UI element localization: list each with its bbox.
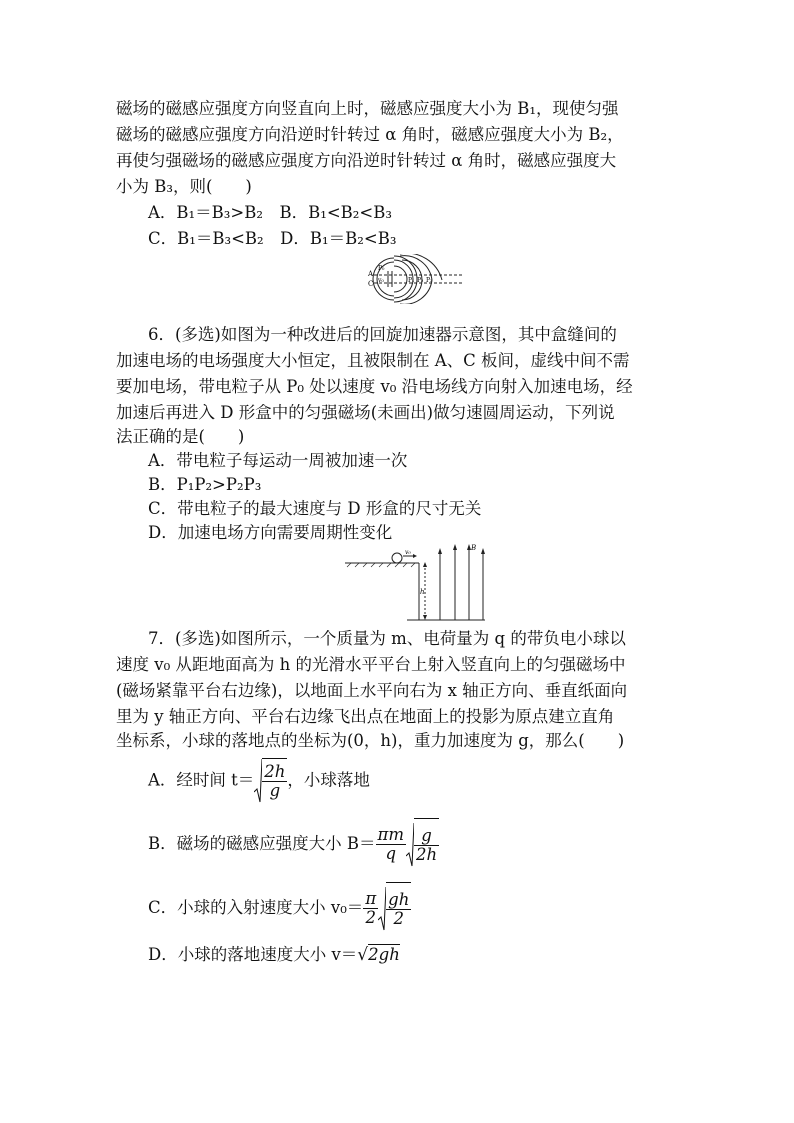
radicand: 2gh xyxy=(368,945,400,964)
q5-line-2: 磁场的磁感应强度方向沿逆时针转过 α 角时，磁感应强度大小为 B₂， xyxy=(116,125,624,144)
q7-line-3: (磁场紧靠平台右边缘)，以地面上水平向右为 x 轴正方向、垂直纸面向 xyxy=(116,681,628,700)
fraction-numerator: 2h xyxy=(264,761,286,781)
q6-line-5: 法正确的是( ) xyxy=(116,427,245,446)
q5-line-1: 磁场的磁感应强度方向竖直向上时，磁感应强度大小为 B₁，现使匀强 xyxy=(116,99,619,118)
q7-option-d xyxy=(148,942,400,968)
q5-options-row-2: C．B₁＝B₃<B₂ D．B₁＝B₂<B₃ xyxy=(148,229,397,248)
q7-option-a xyxy=(148,758,370,804)
q7-option-c-prefix: C．小球的入射速度大小 v₀＝ xyxy=(148,898,364,917)
q5-line-4: 小为 B₃，则( ) xyxy=(116,177,252,196)
platform-figure xyxy=(345,544,490,622)
fraction-numerator: πm xyxy=(377,825,404,844)
fraction-denominator: g xyxy=(269,780,281,800)
fraction-denominator: 2 xyxy=(393,908,405,928)
sqrt-expression xyxy=(406,819,439,871)
q7-line-5: 坐标系，小球的落地点的坐标为(0，h)，重力加速度为 g，那么( ) xyxy=(116,731,625,750)
q7-option-b-prefix: B．磁场的磁感应强度大小 B＝ xyxy=(148,834,376,853)
q7-option-b xyxy=(148,818,439,871)
label-h: h xyxy=(420,588,425,596)
label-p3: P₃ xyxy=(426,277,433,284)
q6-line-2: 加速电场的电场强度大小恒定，且被限制在 A、C 板间，虚线中间不需 xyxy=(116,351,630,370)
sqrt-expression: √ xyxy=(357,945,369,965)
fraction-denominator: q xyxy=(385,844,397,863)
q7-option-c xyxy=(148,882,411,935)
fraction-denominator: 2 xyxy=(365,908,376,927)
label-v0: v₀ xyxy=(405,549,411,556)
fraction-numerator: gh xyxy=(388,889,410,909)
q6-option-a: A．带电粒子每运动一周被加速一次 xyxy=(148,451,408,470)
label-p1: P₁ xyxy=(408,277,415,284)
q6-line-4: 加速后再进入 D 形盒中的匀强磁场(未画出)做匀速圆周运动，下列说 xyxy=(116,403,615,422)
q7-line-2: 速度 v₀ 从距地面高为 h 的光滑水平平台上射入竖直向上的匀强磁场中 xyxy=(116,655,626,674)
q5-line-3: 再使匀强磁场的磁感应强度方向沿逆时针转过 α 角时，磁感应强度大 xyxy=(116,151,617,170)
q6-line-1: 6．(多选)如图为一种改进后的回旋加速器示意图，其中盒缝间的 xyxy=(148,325,617,344)
q7-line-4: 里为 y 轴正方向、平台右边缘飞出点在地面上的投影为原点建立直角 xyxy=(116,707,615,726)
fraction-numerator: π xyxy=(365,889,377,908)
q6-option-d: D．加速电场方向需要周期性变化 xyxy=(148,523,393,542)
label-p2: P₂ xyxy=(417,277,424,284)
fraction-numerator: g xyxy=(414,827,439,846)
q6-line-3: 要加电场，带电粒子从 P₀ 处以速度 v₀ 沿电场线方向射入加速电场，经 xyxy=(116,377,633,396)
q7-option-a-prefix: A．经时间 t＝ xyxy=(148,770,255,790)
q6-option-c: C．带电粒子的最大速度与 D 形盒的尺寸无关 xyxy=(148,499,482,518)
sqrt-expression xyxy=(378,883,411,935)
q7-option-d-prefix: D．小球的落地速度大小 v＝ xyxy=(148,945,358,964)
cyclotron-figure xyxy=(360,254,470,304)
q7-option-a-suffix: ，小球落地 xyxy=(287,770,370,790)
q7-line-1: 7．(多选)如图所示，一个质量为 m、电荷量为 q 的带负电小球以 xyxy=(148,629,626,648)
fraction-denominator: 2h xyxy=(416,844,438,864)
label-a: A xyxy=(368,270,374,278)
label-v0: v₀ xyxy=(378,277,384,284)
q6-option-b: B．P₁P₂>P₂P₃ xyxy=(148,475,262,494)
label-b: B xyxy=(471,544,477,552)
q5-options-row-1: A．B₁＝B₃>B₂ B．B₁<B₂<B₃ xyxy=(148,203,392,222)
sqrt-expression xyxy=(254,758,287,804)
label-p0: P₀ xyxy=(378,265,385,272)
label-c: C xyxy=(368,280,374,288)
